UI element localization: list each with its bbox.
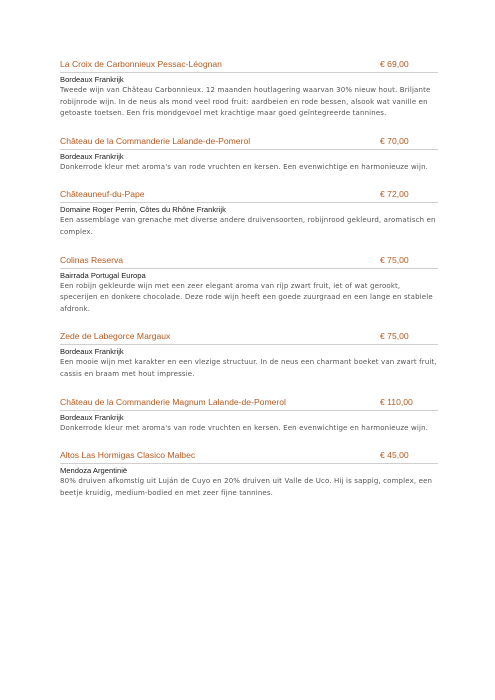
wine-description: Tweede wijn van Château Carbonnieux. 12 maanden houtlagering waarvan 30% nieuw hout. Briljante robijnrode wijn. In de neus als mond veel rood fruit: aardbeien en rode bessen, alsook wat vanille en getoaste toetsen. Een fris mondgevoel met krachtige maar goed geïntegreerde tannines. <box>60 86 431 118</box>
wine-region: Mendoza Argentinië <box>60 466 128 476</box>
wine-description: Een mooie wijn met karakter en een vlezige structuur. In de neus een charmant boeket van zwart fruit, cassis en braam met hout impressie. <box>60 358 437 378</box>
wine-price: € 70,00 <box>380 135 409 146</box>
wine-header <box>60 189 438 203</box>
wine-name: Colinas Reserva <box>60 254 124 265</box>
wine-price: € 72,00 <box>380 189 409 200</box>
wine-price: € 45,00 <box>380 450 409 461</box>
wine-entry <box>60 397 438 435</box>
wine-description: 80% druiven afkomstig uit Luján de Cuyo en 20% druiven uit Valle de Uco. Hij is sappig, complex, een beetje kruidig, medium-bodied en met zeer fijne tannines. <box>60 477 433 497</box>
wine-description: Een assemblage van grenache met diverse andere druivensoorten, robijnrood gekleurd, aromatisch en complex. <box>60 216 436 236</box>
wine-header <box>60 397 438 411</box>
wine-description: Een robijn gekleurde wijn met een zeer elegant aroma van rijp zwart fruit, iet of wat gerookt, specerijen en donkere chocolade. Deze rode wijn heeft een goede zuurgraad en een lange en stabiele afdronk. <box>60 281 433 313</box>
wine-entry <box>60 136 438 174</box>
wine-list <box>60 59 438 515</box>
wine-region: Bordeaux Frankrijk <box>60 347 124 357</box>
wine-entry <box>60 189 438 238</box>
wine-name: Château de la Commanderie Magnum Lalande-de-Pomerol <box>60 396 286 407</box>
wine-entry <box>60 255 438 316</box>
wine-header <box>60 255 438 269</box>
wine-name: Altos Las Hormigas Clasico Malbec <box>60 450 196 461</box>
wine-header <box>60 450 438 464</box>
wine-region: Bordeaux Frankrijk <box>60 151 124 161</box>
wine-region: Bordeaux Frankrijk <box>60 412 124 422</box>
wine-name: Zede de Labegorce Margaux <box>60 331 171 342</box>
wine-header <box>60 136 438 150</box>
wine-price: € 110,00 <box>380 396 413 407</box>
wine-entry <box>60 331 438 380</box>
wine-price: € 75,00 <box>380 331 409 342</box>
wine-description: Donkerrode kleur met aroma's van rode vruchten en kersen. Een evenwichtige en harmonieuze wijn. <box>60 162 429 171</box>
wine-region: Domaine Roger Perrin, Côtes du Rhône Frankrijk <box>60 205 226 215</box>
wine-entry <box>60 450 438 499</box>
wine-name: Château de la Commanderie Lalande-de-Pomerol <box>60 135 251 146</box>
wine-entry <box>60 59 438 120</box>
wine-name: Châteauneuf-du-Pape <box>60 189 145 200</box>
wine-price: € 69,00 <box>380 59 409 69</box>
wine-region: Bairrada Portugal Europa <box>60 270 146 280</box>
wine-header <box>60 59 438 73</box>
wine-header <box>60 331 438 345</box>
wine-name: La Croix de Carbonnieux Pessac-Léognan <box>60 59 222 69</box>
wine-description: Donkerrode kleur met aroma's van rode vruchten en kersen. Een evenwichtige en harmonieuze wijn. <box>60 423 429 432</box>
wine-price: € 75,00 <box>380 254 409 265</box>
wine-region: Bordeaux Frankrijk <box>60 75 124 84</box>
